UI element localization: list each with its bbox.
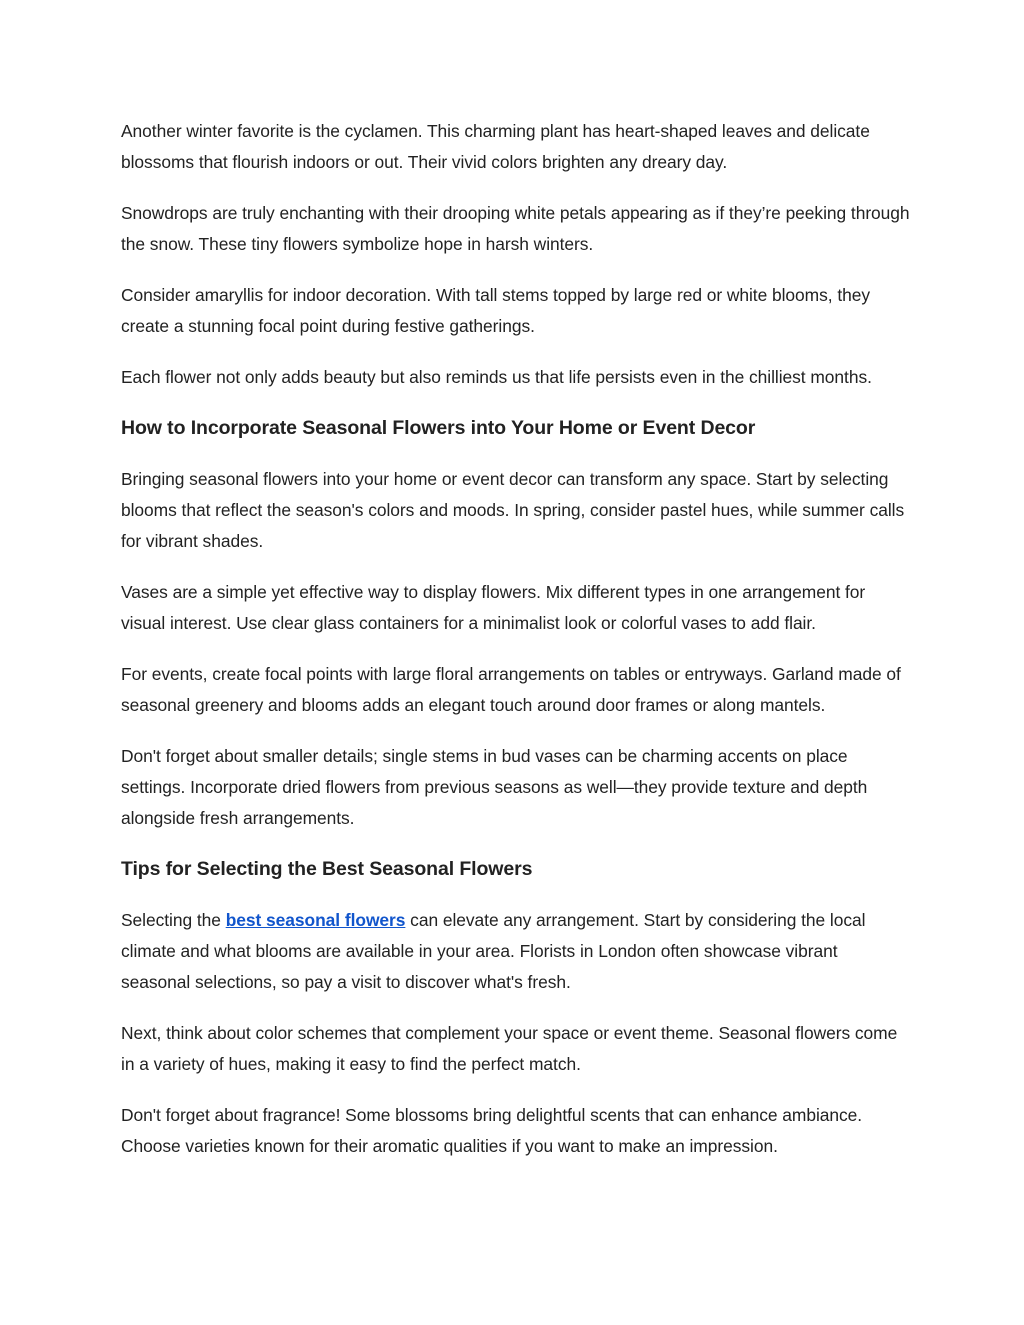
- heading-incorporate-flowers: How to Incorporate Seasonal Flowers into Your Home or Event Decor: [121, 417, 756, 439]
- paragraph-snowdrops: Snowdrops are truly enchanting with their drooping white petals appearing as if they’re peeking through the snow. These tiny flowers symbolize hope in harsh winters.: [121, 203, 910, 254]
- paragraph-cyclamen: Another winter favorite is the cyclamen. This charming plant has heart-shaped leaves and delicate blossoms that flourish indoors or out. Their vivid colors brighten any dreary day.: [121, 121, 870, 172]
- intro-prefix-text: Selecting the: [121, 910, 226, 930]
- paragraph-vases: Vases are a simple yet effective way to display flowers. Mix different types in one arrangement for visual interest. Use clear glass containers for a minimalist look or colorful vases to add flair.: [121, 582, 866, 633]
- paragraph-amaryllis: Consider amaryllis for indoor decoration. With tall stems topped by large red or white blooms, they create a stunning focal point during festive gatherings.: [121, 285, 870, 336]
- document-page: [121, 116, 911, 1182]
- intro-suffix-text: can elevate any arrangement. Start by considering the local climate and what blooms are available in your area. Florists in London often showcase vibrant seasonal selections, so pay a visit to discover what's fresh.: [121, 910, 866, 992]
- heading-tips-selecting: Tips for Selecting the Best Seasonal Flowers: [121, 858, 533, 880]
- best-seasonal-flowers-link[interactable]: best seasonal flowers: [225, 910, 406, 930]
- paragraph-smaller-details: Don't forget about smaller details; single stems in bud vases can be charming accents on place settings. Incorporate dried flowers from previous seasons as well—they provide texture and depth alongside fresh arrangements.: [121, 746, 868, 828]
- paragraph-fragrance: Don't forget about fragrance! Some blossoms bring delightful scents that can enhance ambiance. Choose varieties known for their aromatic qualities if you want to make an impression.: [121, 1105, 863, 1156]
- paragraph-bringing-flowers: Bringing seasonal flowers into your home or event decor can transform any space. Start by selecting blooms that reflect the season's colors and moods. In spring, consider pastel hues, while summer calls for vibrant shades.: [121, 469, 905, 551]
- paragraph-events: For events, create focal points with large floral arrangements on tables or entryways. Garland made of seasonal greenery and blooms adds an elegant touch around door frames or along mantels.: [121, 664, 901, 715]
- paragraph-selecting-intro: [121, 905, 911, 998]
- paragraph-color-schemes: Next, think about color schemes that complement your space or event theme. Seasonal flowers come in a variety of hues, making it easy to find the perfect match.: [121, 1023, 898, 1074]
- paragraph-winter-summary: Each flower not only adds beauty but also reminds us that life persists even in the chilliest months.: [121, 367, 872, 387]
